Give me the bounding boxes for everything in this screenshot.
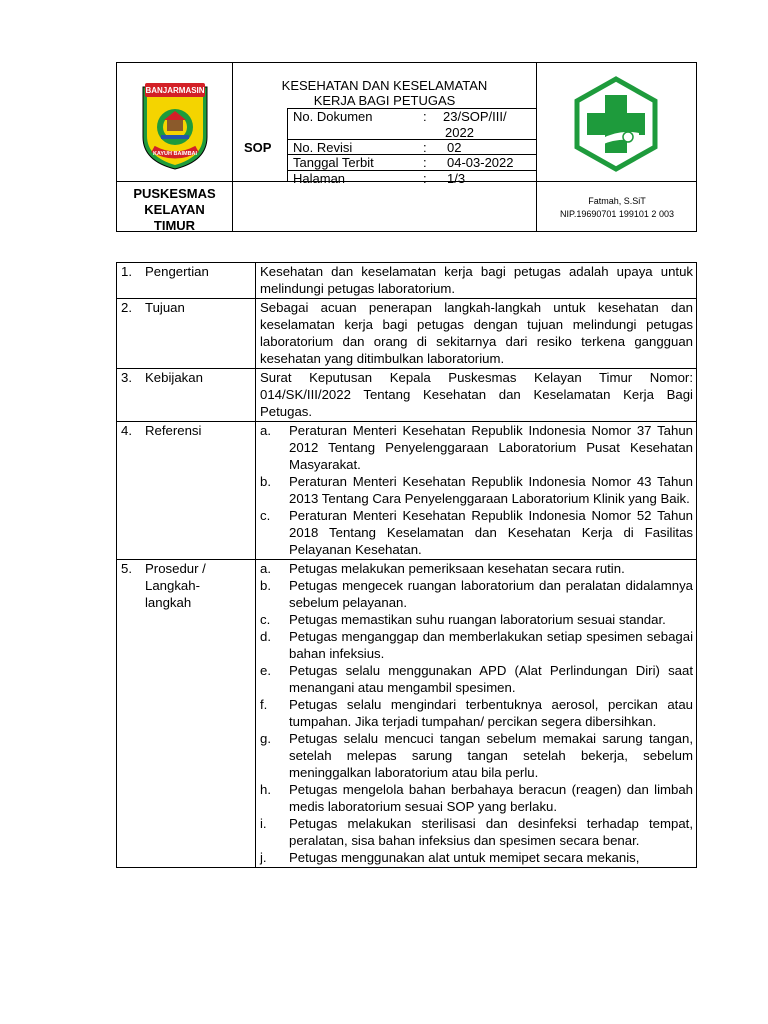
list-marker: b.: [260, 578, 271, 593]
field-row-line: [287, 108, 536, 109]
section-content: Surat Keputusan Kepala Puskesmas Kelayan Timur Nomor: 014/SK/III/2022 Tentang Kesehatan dan Keselamatan Kerja Bagi Petugas.: [256, 369, 697, 422]
section-label: Tujuan: [145, 300, 185, 315]
list-item: [260, 662, 693, 696]
section-label-cell: [117, 422, 256, 560]
section-label-cell: [117, 369, 256, 422]
list-marker: a.: [260, 561, 271, 576]
section-label-cell: [117, 560, 256, 868]
section-label-cell: [117, 263, 256, 299]
table-row: [117, 560, 697, 868]
document-title-line2: KERJA BAGI PETUGAS: [313, 93, 456, 108]
sop-header: [116, 62, 697, 232]
list-text: Petugas menggunakan alat untuk memipet secara mekanis,: [289, 850, 640, 865]
section-content: [256, 422, 697, 560]
section-label: Kebijakan: [145, 370, 203, 385]
city-emblem-logo: [137, 79, 213, 171]
list-item: [260, 815, 693, 849]
field-value-halaman: 1/3: [447, 171, 466, 186]
list-text: Petugas selalu menggunakan APD (Alat Perlindungan Diri) saat menangani atau mengambil spesimen.: [289, 663, 693, 695]
field-value-no-dokumen: 23/SOP/III/: [443, 109, 507, 124]
list-marker: f.: [260, 697, 268, 712]
section-label-cell: [117, 299, 256, 369]
field-row-line: [287, 170, 536, 171]
org-name-line1: PUSKESMAS: [133, 186, 216, 201]
logo-divider: [117, 181, 232, 182]
table-row: [117, 369, 697, 422]
signer-name: Fatmah, S.SiT: [588, 196, 646, 206]
field-row-line: [287, 139, 536, 140]
list-marker: g.: [260, 731, 271, 746]
list-item: [260, 611, 693, 628]
list-marker: c.: [260, 508, 271, 523]
field-label-no-revisi: No. Revisi: [293, 140, 353, 155]
section-number: 3.: [121, 370, 132, 385]
table-row: [117, 422, 697, 560]
list-marker: d.: [260, 629, 271, 644]
section-label: Pengertian: [145, 264, 209, 279]
list-marker: i.: [260, 816, 267, 831]
org-name-line2: KELAYAN: [144, 202, 205, 217]
list-text: Petugas mengecek ruangan laboratorium dan peralatan didalamnya sebelum pelayanan.: [289, 578, 693, 610]
list-text: Petugas selalu mengindari terbentuknya aerosol, percikan atau tumpahan. Jika terjadi tumpahan/ percikan segera dibersihkan.: [289, 697, 693, 729]
list-marker: e.: [260, 663, 271, 678]
section-number: 1.: [121, 264, 132, 279]
list-text: Petugas mengelola bahan berbahaya beracun (reagen) dan limbah medis laboratorium sesuai SOP yang berlaku.: [289, 782, 693, 814]
list-marker: c.: [260, 612, 271, 627]
field-value-no-revisi: 02: [447, 140, 462, 155]
signer-nip: NIP.19690701 199101 2 003: [560, 209, 674, 219]
field-value-no-dokumen-year: 2022: [445, 125, 474, 140]
document-title-line1: KESEHATAN DAN KESELAMATAN: [281, 78, 488, 93]
list-marker: a.: [260, 423, 271, 438]
section-label-line3: langkah: [145, 595, 192, 610]
list-marker: h.: [260, 782, 271, 797]
list-item: [260, 507, 693, 558]
list-item: [260, 628, 693, 662]
field-colon: :: [423, 109, 427, 124]
section-number: 2.: [121, 300, 132, 315]
section-label-line2: Langkah-: [145, 578, 200, 593]
list-item: [260, 422, 693, 473]
list-item: [260, 730, 693, 781]
sop-label: SOP: [244, 140, 272, 155]
field-label-halaman: Halaman: [293, 171, 346, 186]
list-text: Peraturan Menteri Kesehatan Republik Indonesia Nomor 37 Tahun 2012 Tentang Penyelenggaraan Laboratorium Pusat Kesehatan Masyarakat.: [289, 423, 693, 472]
list-text: Petugas memastikan suhu ruangan laboratorium sesuai standar.: [289, 612, 666, 627]
city-logo-bottom-text: KAYUH BAIMBAI: [152, 151, 198, 157]
org-name-line3: TIMUR: [153, 218, 196, 233]
field-row-line: [287, 154, 536, 155]
list-item: [260, 849, 693, 866]
table-row: [117, 299, 697, 369]
section-content: Kesehatan dan keselamatan kerja bagi petugas adalah upaya untuk melindungi petugas laboratorium.: [256, 263, 697, 299]
list-text: Petugas selalu mencuci tangan sebelum memakai sarung tangan, setelah melepas sarung tangan setelah bekerja, sebelum meninggalkan laboratorium atau bila perlu.: [289, 731, 693, 780]
list-item: [260, 577, 693, 611]
list-text: Petugas melakukan sterilisasi dan desinfeksi terhadap tempat, peralatan, sisa bahan infeksius dan spesimen secara benar.: [289, 816, 693, 848]
list-item: [260, 781, 693, 815]
list-text: Peraturan Menteri Kesehatan Republik Indonesia Nomor 43 Tahun 2013 Tentang Cara Penyelenggaraan Laboratorium Klinik yang Baik.: [289, 474, 693, 506]
section-label-line1: Prosedur /: [145, 561, 206, 576]
field-label-tanggal-terbit: Tanggal Terbit: [293, 155, 374, 170]
section-content: [256, 560, 697, 868]
field-colon: :: [423, 171, 427, 186]
list-text: Peraturan Menteri Kesehatan Republik Indonesia Nomor 52 Tahun 2018 Tentang Keselamatan dan Kesehatan Kerja di Fasilitas Pelayanan Kesehatan.: [289, 508, 693, 557]
sop-content-table: [116, 262, 697, 868]
list-text: Petugas melakukan pemeriksaan kesehatan secara rutin.: [289, 561, 625, 576]
field-colon: :: [423, 155, 427, 170]
field-colon: :: [423, 140, 427, 155]
section-label: Referensi: [145, 423, 202, 438]
table-row: [117, 263, 697, 299]
list-item: [260, 560, 693, 577]
list-marker: j.: [260, 850, 267, 865]
list-marker: b.: [260, 474, 271, 489]
field-value-tanggal-terbit: 04-03-2022: [447, 155, 514, 170]
section-number: 4.: [121, 423, 132, 438]
field-label-no-dokumen: No. Dokumen: [293, 109, 373, 124]
list-text: Petugas menganggap dan memberlakukan setiap spesimen sebagai bahan infeksius.: [289, 629, 693, 661]
list-item: [260, 473, 693, 507]
section-content: Sebagai acuan penerapan langkah-langkah untuk kesehatan dan keselamatan kerja bagi petugas dengan tujuan melindungi petugas laboratorium dan orang di sekitarnya dari resiko terkena gangguan kesehatan yang ditimbulkan laboratorium.: [256, 299, 697, 369]
health-ministry-logo: [567, 75, 665, 173]
section-number: 5.: [121, 561, 132, 576]
city-logo-top-text: BANJARMASIN: [145, 86, 205, 95]
list-item: [260, 696, 693, 730]
